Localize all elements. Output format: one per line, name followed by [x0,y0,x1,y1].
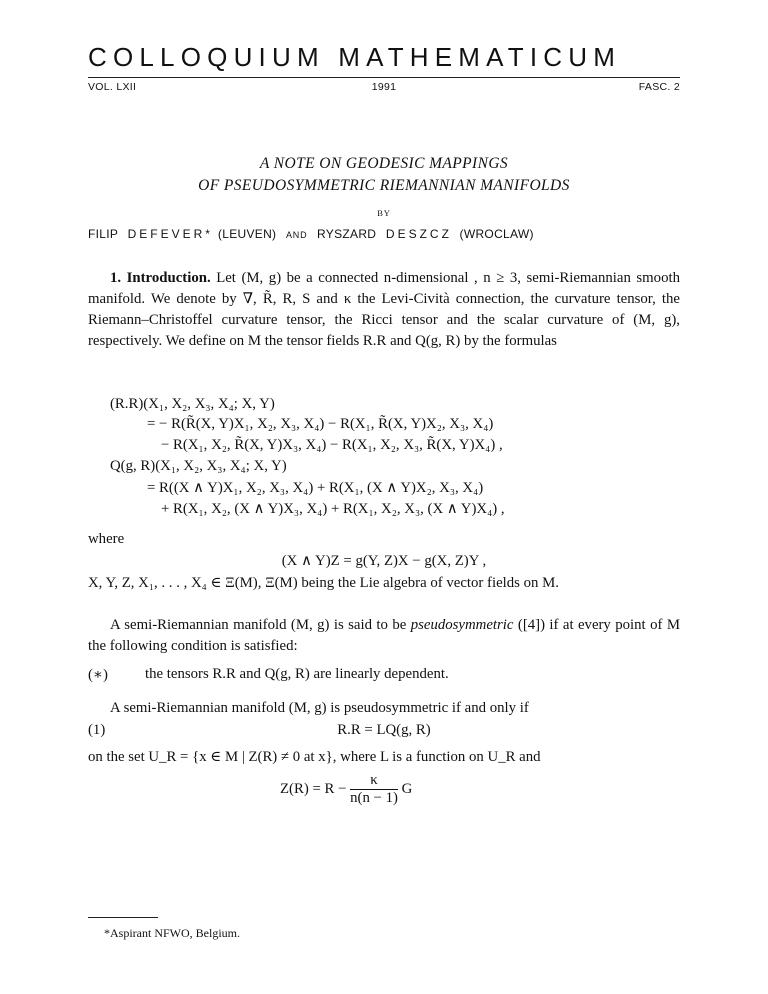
z-numerator: κ [350,772,398,790]
z-fraction [350,772,398,807]
rr-line-2: − R(X₁, X₂, R̃(X, Y)X₃, X₄) − R(X₁, X₂, X₃, R̃(X, Y)X₄) , [161,437,503,453]
intro-paragraph [88,268,680,352]
author2-last: DESZCZ [385,227,452,241]
author1-affiliation: (LEUVEN) [217,227,277,241]
author2-affiliation: (WROCLAW) [459,227,534,241]
fascicle-label: FASC. 2 [638,81,680,93]
pseudosymmetric-definition [88,615,680,657]
z-r-definition [280,772,412,807]
journal-name: COLLOQUIUM MATHEMATICUM [88,42,622,72]
z-denominator: n(n − 1) [350,790,398,806]
equation-1: R.R = LQ(g, R) [337,722,431,738]
rr-lhs: (R.R)(X₁, X₂, X₃, X₄; X, Y) [110,396,275,412]
paper-title-line-1: A NOTE ON GEODESIC MAPPINGS [259,155,509,172]
q-line-1: = R((X ∧ Y)X₁, X₂, X₃, X₄) + R(X₁, (X ∧ Y)X₂, X₃, X₄) [147,480,484,496]
condition-star-label: (∗) [88,667,108,683]
definition-post: ([4]) if at every point of M the following condition is satisfied: [88,617,680,654]
author1-first: FILIP [88,227,118,241]
definition-pre: A semi-Riemannian manifold (M, g) is said to be [110,617,407,633]
definition-term: pseudosymmetric [410,617,514,633]
paper-title-line-2: OF PSEUDOSYMMETRIC RIEMANNIAN MANIFOLDS [198,177,570,194]
author1-last: DEFEVER [127,227,206,241]
wedge-definition: (X ∧ Y)Z = g(Y, Z)X − g(X, Z)Y , [281,553,487,569]
and-label: AND [285,230,308,240]
vector-fields-text: X, Y, Z, X₁, . . . , X₄ ∈ Ξ(M), Ξ(M) being the Lie algebra of vector fields on M. [88,575,559,591]
year-label: 1991 [371,81,397,93]
set-definition: on the set U_R = {x ∈ M | Z(R) ≠ 0 at x}, where L is a function on U_R and [88,749,541,765]
q-lhs: Q(g, R)(X₁, X₂, X₃, X₄; X, Y) [110,458,287,474]
condition-star-text: the tensors R.R and Q(g, R) are linearly dependent. [145,666,449,682]
footnote-mark: * [205,227,211,241]
volume-label: VOL. LXII [88,81,137,93]
footnote-rule [88,917,158,918]
author2-first: RYSZARD [317,227,377,241]
rr-line-1: = − R(R̃(X, Y)X₁, X₂, X₃, X₄) − R(X₁, R̃(X, Y)X₂, X₃, X₄) [147,416,494,432]
authors-line [88,227,680,241]
by-label: BY [377,208,391,218]
header-rule [88,77,680,78]
equation-1-label: (1) [88,722,106,738]
section-heading: 1. Introduction. [110,270,211,286]
z-tail: G [401,781,413,797]
q-line-2: + R(X₁, X₂, (X ∧ Y)X₃, X₄) + R(X₁, X₂, X₃, (X ∧ Y)X₄) , [161,501,505,517]
where-label: where [88,531,125,547]
footnote: *Aspirant NFWO, Belgium. [104,926,240,940]
intro-text: Let (M, g) be a connected n-dimensional , n ≥ 3, semi-Riemannian smooth manifold. We denote by ∇, R̃, R, S and κ the Levi-Cività connection, the curvature tensor, the Riemann–Christoffel curvature tensor, the Ricci tensor and the scalar curvature of (M, g), respectively. We define on M the tensor fields R.R and Q(g, R) by the formulas [88,270,680,349]
iff-statement: A semi-Riemannian manifold (M, g) is pseudosymmetric if and only if [110,700,529,716]
z-lhs: Z(R) = R − [280,781,347,797]
